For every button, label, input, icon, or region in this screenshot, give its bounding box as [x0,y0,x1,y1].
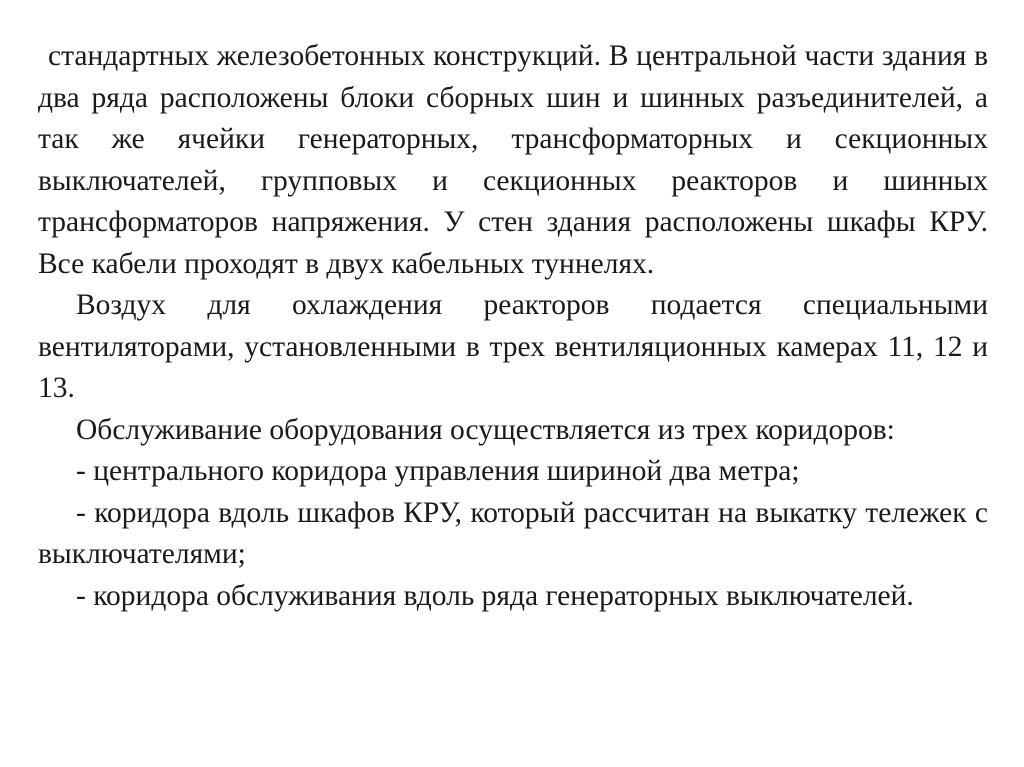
list-item-service-corridor: - коридора обслуживания вдоль ряда генераторных выключателей. [76,579,914,612]
paragraph-maintenance: Обслуживание оборудования осуществляется из трех коридоров: [76,413,895,446]
list-item-kru-corridor: - коридора вдоль шкафов КРУ, который рассчитан на выкатку тележек с выключателями; [38,496,988,570]
list-item-central-corridor: - центрального коридора управления шириной два метра; [76,455,800,487]
document-page [38,36,988,617]
paragraph-building-layout: стандартных железобетонных конструкций. В центральной части здания в два ряда расположены блоки сборных шин и шинных разъединителей, а так же ячейки генераторных, трансформаторных и секционных выключателей, групповых и секционных реакторов и шинных трансформаторов напряжения. У стен здания расположены шкафы КРУ. Все кабели проходят в двух кабельных туннелях. [38,40,988,280]
paragraph-air-cooling: Воздух для охлаждения реакторов подается специальными вентиляторами, установленными в трех вентиляционных камерах 11, 12 и 13. [38,289,988,404]
